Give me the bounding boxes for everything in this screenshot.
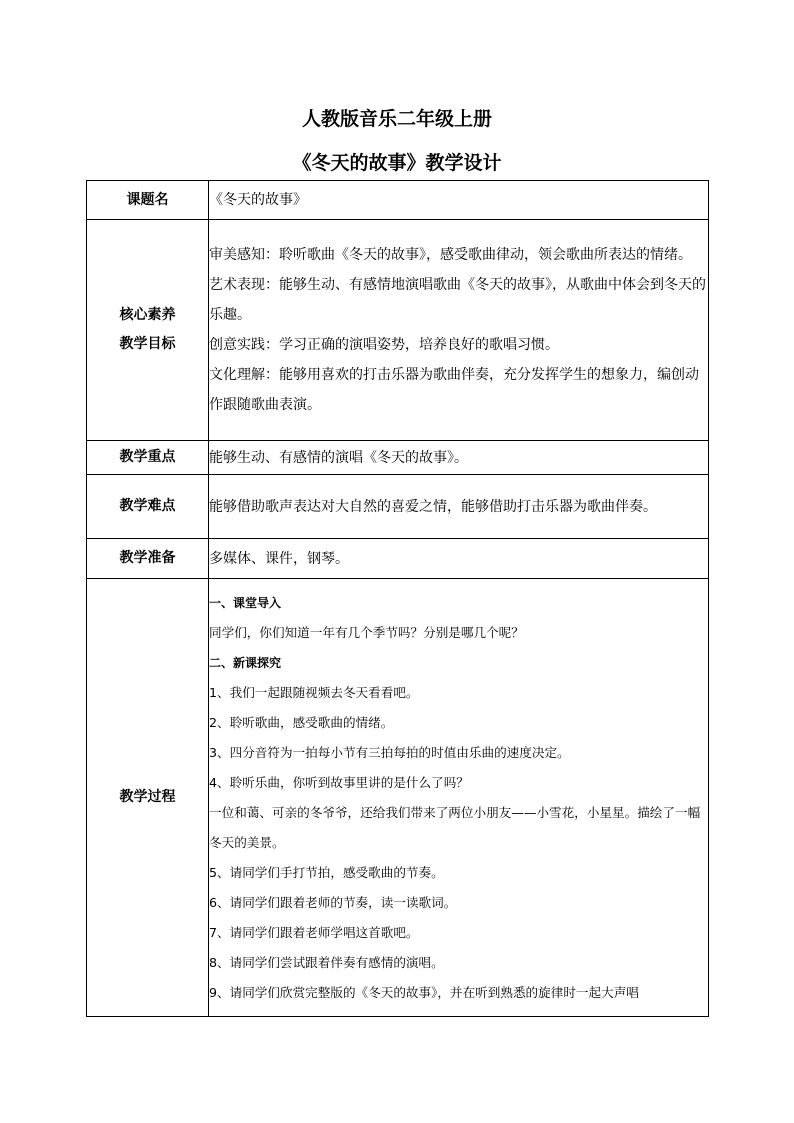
row-value-process	[209, 579, 709, 1017]
goal-item: 创意实践：学习正确的演唱姿势，培养良好的歌唱习惯。	[209, 337, 559, 353]
lesson-plan-table	[86, 180, 709, 1017]
row-label-process: 教学过程	[87, 579, 209, 1017]
process-step: 7、请同学们跟着老师学唱这首歌吧。	[209, 924, 419, 940]
section-heading: 二、新课探究	[209, 655, 282, 670]
row-value-topic: 《冬天的故事》	[209, 181, 709, 220]
row-value-difficulties: 能够借助歌声表达对大自然的喜爱之情，能够借助打击乐器为歌曲伴奏。	[209, 475, 709, 539]
row-value-key-points: 能够生动、有感情的演唱《冬天的故事》。	[209, 441, 709, 475]
row-label-preparation: 教学准备	[87, 539, 209, 579]
process-step: 5、请同学们手打节拍，感受歌曲的节奏。	[209, 864, 444, 880]
process-step: 6、请同学们跟着老师的节奏，读一读歌词。	[209, 894, 457, 910]
process-line: 同学们，你们知道一年有几个季节吗？分别是哪几个呢？	[209, 624, 524, 640]
document-subtitle: 《冬天的故事》教学设计	[292, 152, 502, 174]
table-row	[87, 579, 709, 1017]
goal-item: 审美感知：聆听歌曲《冬天的故事》，感受歌曲律动，领会歌曲所表达的情绪。	[209, 247, 692, 263]
goals-label-line2: 教学目标	[119, 336, 176, 352]
row-value-preparation: 多媒体、课件，钢琴。	[209, 539, 709, 579]
process-line: 一位和蔼、可亲的冬爷爷，还给我们带来了两位小朋友——小雪花，小星星。描绘了一幅冬天的美景。	[209, 804, 701, 850]
row-label-difficulties: 教学难点	[87, 475, 209, 539]
process-step: 8、请同学们尝试跟着伴奏有感情的演唱。	[209, 954, 444, 970]
table-row	[87, 220, 709, 441]
table-row	[87, 475, 709, 539]
row-label-goals	[87, 220, 209, 441]
row-label-key-points: 教学重点	[87, 441, 209, 475]
process-step: 1、我们一起跟随视频去冬天看看吧。	[209, 684, 419, 700]
process-step: 4、聆听乐曲，你听到故事里讲的是什么了吗？	[209, 774, 469, 790]
process-step: 3、四分音符为一拍每小节有三拍每拍的时值由乐曲的速度决定。	[209, 744, 570, 760]
table-row	[87, 181, 709, 220]
document-title: 人教版音乐二年级上册	[301, 108, 492, 130]
process-step: 2、聆听歌曲，感受歌曲的情绪。	[209, 714, 394, 730]
process-step: 9、请同学们欣赏完整版的《冬天的故事》，并在听到熟悉的旋律时一起大声唱	[209, 984, 639, 1000]
goal-item: 文化理解：能够用喜欢的打击乐器为歌曲伴奏，充分发挥学生的想象力，编创动作跟随歌曲表演。	[209, 367, 699, 413]
goals-label-line1: 核心素养	[119, 307, 176, 323]
row-value-goals	[209, 220, 709, 441]
table-row	[87, 441, 709, 475]
goal-item: 艺术表现：能够生动、有感情地演唱歌曲《冬天的故事》，从歌曲中体会到冬天的乐趣。	[209, 277, 706, 323]
table-row	[87, 539, 709, 579]
row-label-topic: 课题名	[87, 181, 209, 220]
section-heading: 一、课堂导入	[209, 595, 282, 610]
